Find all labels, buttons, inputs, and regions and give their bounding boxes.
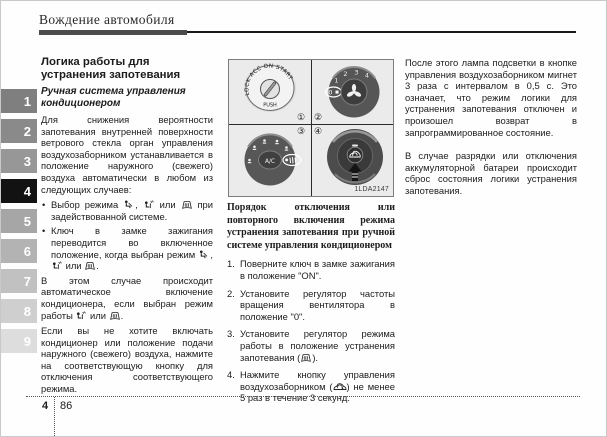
floor-and-defrost-mode-icon bbox=[143, 200, 155, 209]
bullet-marker: • bbox=[42, 225, 46, 237]
header-rule-thick bbox=[39, 30, 187, 35]
bullet-marker: • bbox=[42, 199, 46, 211]
procedure-heading: Порядок отключения или повторного включения режима устранения запотевания при ручной системе управления кондиционером bbox=[227, 202, 395, 251]
floor-airflow-mode-icon bbox=[198, 250, 210, 259]
mode-selector-dial bbox=[233, 130, 307, 190]
floor-and-defrost-mode-icon bbox=[75, 311, 87, 320]
sidebar-tab-4-active: 4 bbox=[1, 179, 37, 203]
sidebar-tab-9: 9 bbox=[1, 329, 37, 353]
windshield-defrost-mode-icon bbox=[300, 353, 312, 362]
step-2: 2. Установите регулятор частоты вращения вентилятора в положение "0". bbox=[227, 287, 395, 322]
callout-1: ① bbox=[297, 112, 306, 122]
chapter-number: 4 bbox=[42, 400, 49, 412]
air-intake-recirculation-icon bbox=[333, 382, 347, 391]
section-subtitle: Ручная система управления кондиционером bbox=[41, 86, 186, 109]
sidebar-tab-1: 1 bbox=[1, 89, 37, 113]
air-intake-control bbox=[321, 128, 389, 192]
figure-code: 1LDA2147 bbox=[354, 186, 389, 193]
callout-2: ② bbox=[314, 112, 323, 122]
header-rule-thin bbox=[187, 31, 576, 33]
svg-text:4: 4 bbox=[364, 71, 370, 80]
sidebar-tab-8: 8 bbox=[1, 299, 37, 323]
step-1: 1. Поверните ключ в замке зажигания в положение "ON". bbox=[227, 258, 395, 281]
section-title: Логика работы для устранения запотевания bbox=[41, 56, 181, 81]
floor-airflow-mode-icon bbox=[123, 200, 135, 209]
paragraph: Для снижения вероятности запотевания внутренней поверхности ветрового стекла орган управления воздухозаборником устанавливается в положение наружного (свежего) воздуха автоматически в любом из следующих случаев: bbox=[41, 114, 213, 195]
ignition-switch-dial bbox=[234, 62, 306, 114]
figure-divider-vertical bbox=[311, 60, 312, 196]
bullet-text: Выбор режима bbox=[51, 199, 124, 211]
svg-text:0: 0 bbox=[328, 88, 333, 97]
svg-text:3: 3 bbox=[354, 68, 359, 77]
chapter-title: Вождение автомобиля bbox=[39, 12, 175, 27]
callout-4: ④ bbox=[314, 126, 323, 136]
middle-column bbox=[227, 202, 395, 410]
windshield-defrost-mode-icon bbox=[181, 200, 193, 209]
paragraph: Если вы не хотите включать кондиционер или положение подачи наружного (свежего) воздуха, нажмите на соответствующую кнопку для отключения соответствующего режима. bbox=[41, 325, 213, 395]
callout-3: ③ bbox=[297, 126, 306, 136]
indicator-lamp bbox=[352, 145, 358, 147]
sidebar-tab-2: 2 bbox=[1, 119, 37, 143]
bullet-item: • Выбор режима , или при задействованной системе. bbox=[42, 199, 213, 222]
svg-text:2: 2 bbox=[343, 70, 348, 78]
step-4: 4. Нажмите кнопку управления воздухозаборником ( ) не менее 5 раз в течение 3 секунд. bbox=[227, 369, 395, 404]
footer-rule bbox=[26, 396, 580, 397]
sidebar-tab-5: 5 bbox=[1, 209, 37, 233]
footer-divider bbox=[54, 397, 55, 436]
svg-text:LOCK ACC ON START: LOCK ACC ON START bbox=[244, 63, 294, 96]
bullet-item: • Ключ в замке зажигания переводится во включенное положение, когда выбран режим , или . bbox=[42, 225, 213, 272]
fan-speed-dial bbox=[321, 63, 387, 121]
page-number: 86 bbox=[60, 400, 73, 412]
step-3: 3. Установите регулятор режима работы в положение устранения запотевания ( ). bbox=[227, 328, 395, 363]
windshield-defrost-mode-icon bbox=[109, 311, 121, 320]
paragraph: В этом случае происходит автоматическое включение кондиционера, если выбран режим работы или . bbox=[41, 274, 213, 321]
svg-text:PUSH: PUSH bbox=[263, 102, 277, 109]
bullet-text: Ключ в замке зажигания переводится во включенное положение, когда выбран режим bbox=[51, 225, 213, 260]
controls-illustration bbox=[228, 59, 394, 197]
paragraph: После этого лампа подсветки в кнопке управления воздухозаборником мигнет 3 раза с интервалом в 0,5 с. Это означает, что режим логики для устранения запотевания отключен и произошел возврат в запрограммированное состояние. bbox=[405, 57, 577, 138]
svg-text:1: 1 bbox=[334, 76, 339, 85]
header-rule bbox=[39, 30, 576, 36]
sidebar-tab-6: 6 bbox=[1, 239, 37, 263]
ac-button-label: A/C bbox=[265, 158, 275, 165]
left-column bbox=[41, 56, 213, 399]
windshield-defrost-mode-icon bbox=[84, 261, 96, 270]
right-column bbox=[405, 57, 577, 201]
sidebar-tab-7: 7 bbox=[1, 269, 37, 293]
paragraph: В случае разрядки или отключения аккумуляторной батареи происходит сброс состояния логики устранения запотевания. bbox=[405, 150, 577, 196]
floor-and-defrost-mode-icon bbox=[51, 261, 63, 270]
page-header bbox=[39, 12, 576, 36]
sidebar-tab-3: 3 bbox=[1, 149, 37, 173]
